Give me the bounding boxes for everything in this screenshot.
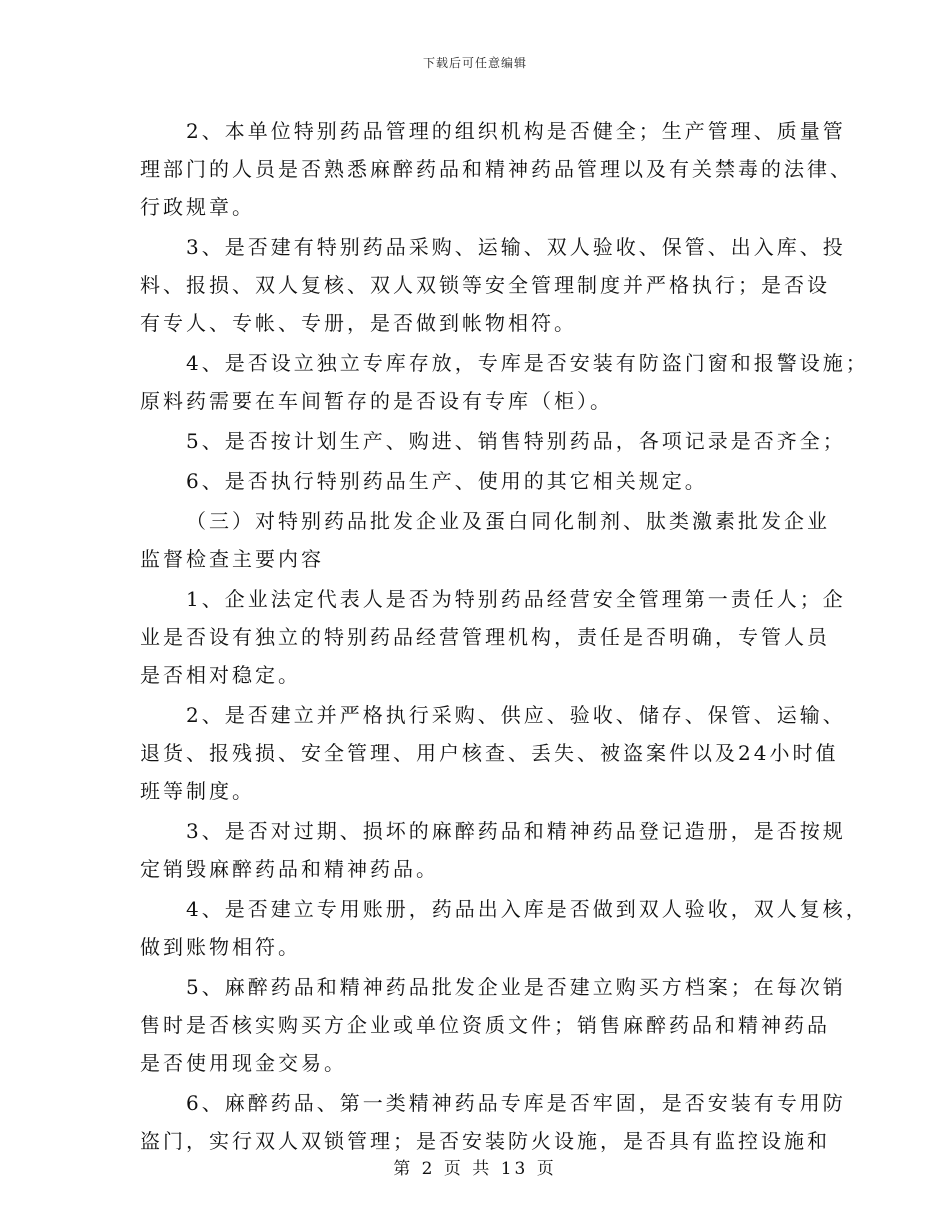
paragraph	[140, 696, 846, 810]
paragraph	[140, 968, 846, 1082]
text-line: 5、是否按计划生产、购进、销售特别药品，各项记录是否齐全；	[186, 429, 846, 453]
paragraph	[140, 112, 853, 226]
paragraph	[140, 344, 869, 420]
text-line: 6、是否执行特别药品生产、使用的其它相关规定。	[186, 469, 708, 493]
text-line: 料、报损、双人复核、双人双锁等安全管理制度并严格执行；是否设	[140, 273, 830, 297]
paragraph	[140, 462, 820, 500]
text-line: 原料药需要在车间暂存的是否设有专库（柜）。	[140, 389, 613, 413]
text-line: 是否相对稳定。	[140, 663, 301, 687]
paragraph	[140, 890, 869, 966]
text-line: 业是否设有独立的特别药品经营管理机构，责任是否明确，专管人员	[140, 625, 830, 649]
text-line: 2、本单位特别药品管理的组织机构是否健全；生产管理、质量管	[186, 119, 846, 143]
text-line: 班等制度。	[140, 779, 255, 803]
document-body	[140, 112, 869, 1162]
text-line: 理部门的人员是否熟悉麻醉药品和精神药品管理以及有关禁毒的法律、	[140, 157, 853, 181]
text-line: 退货、报残损、安全管理、用户核查、丢失、被盗案件以及24小时值	[140, 741, 839, 765]
text-line: 2、是否建立并严格执行采购、供应、验收、储存、保管、运输、	[186, 703, 846, 727]
text-line: 3、是否对过期、损坏的麻醉药品和精神药品登记造册，是否按规	[186, 819, 846, 843]
text-line: 1、企业法定代表人是否为特别药品经营安全管理第一责任人；企	[186, 587, 846, 611]
section-heading	[140, 502, 830, 578]
text-line: 6、麻醉药品、第一类精神药品专库是否牢固，是否安装有专用防	[186, 1091, 846, 1115]
paragraph	[140, 228, 846, 342]
text-line: 5、麻醉药品和精神药品批发企业是否建立购买方档案；在每次销	[186, 975, 846, 999]
text-line: 有专人、专帐、专册，是否做到帐物相符。	[140, 311, 577, 335]
paragraph	[140, 580, 846, 694]
text-line: 做到账物相符。	[140, 935, 301, 959]
page-footer: 第 2 页 共 13 页	[393, 1159, 557, 1179]
text-line: 盗门，实行双人双锁管理；是否安装防火设施，是否具有监控设施和	[140, 1129, 830, 1153]
text-line: 是否使用现金交易。	[140, 1051, 347, 1075]
text-line: 行政规章。	[140, 195, 255, 219]
text-line: （三）对特别药品批发企业及蛋白同化制剂、肽类激素批发企业	[186, 509, 830, 533]
text-line: 4、是否建立专用账册，药品出入库是否做到双人验收，双人复核，	[186, 897, 869, 921]
text-line: 4、是否设立独立专库存放，专库是否安装有防盗门窗和报警设施；	[186, 351, 869, 375]
text-line: 定销毁麻醉药品和精神药品。	[140, 857, 439, 881]
paragraph	[140, 1084, 846, 1160]
text-line: 3、是否建有特别药品采购、运输、双人验收、保管、出入库、投	[186, 235, 846, 259]
paragraph	[140, 812, 846, 888]
text-line: 监督检查主要内容	[140, 547, 324, 571]
paragraph	[140, 422, 846, 460]
page-header: 下载后可任意编辑	[422, 56, 527, 70]
text-line: 售时是否核实购买方企业或单位资质文件；销售麻醉药品和精神药品	[140, 1013, 830, 1037]
